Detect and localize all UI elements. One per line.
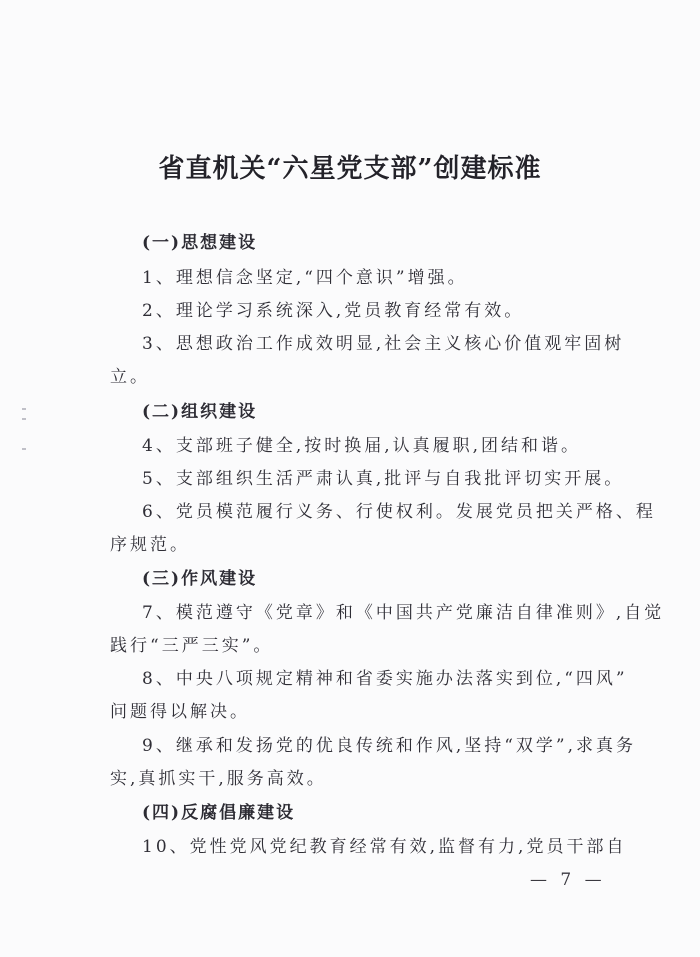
paragraph-line: 践行“三严三实”。 <box>110 636 274 656</box>
section-heading-organization: (二)组织建设 <box>142 402 258 422</box>
paragraph-line: 立。 <box>110 367 150 387</box>
document-title: 省直机关“六星党支部”创建标准 <box>158 154 542 184</box>
paragraph-line: 7、模范遵守《党章》和《中国共产党廉洁自律准则》,自觉 <box>142 603 665 623</box>
page-number: — 7 — <box>530 870 606 890</box>
section-heading-conduct: (三)作风建设 <box>142 569 258 589</box>
scan-mark <box>22 418 26 420</box>
paragraph-line: 5、支部组织生活严肃认真,批评与自我批评切实开展。 <box>142 469 625 489</box>
paragraph-line: 8、中央八项规定精神和省委实施办法落实到位,“四风” <box>142 669 628 689</box>
paragraph-line: 问题得以解决。 <box>110 702 250 722</box>
section-heading-anticorruption: (四)反腐倡廉建设 <box>142 803 296 823</box>
paragraph-line: 实,真抓实干,服务高效。 <box>110 769 327 789</box>
paragraph-line: 3、思想政治工作成效明显,社会主义核心价值观牢固树 <box>142 334 625 354</box>
scan-mark <box>22 408 26 410</box>
scan-mark <box>22 448 26 450</box>
section-heading-ideology: (一)思想建设 <box>142 233 258 253</box>
paragraph-line: 6、党员模范履行义务、行使权利。发展党员把关严格、程 <box>142 502 656 522</box>
paragraph-line: 序规范。 <box>110 535 190 555</box>
paragraph-line: 10、党性党风党纪教育经常有效,监督有力,党员干部自 <box>142 837 627 857</box>
paragraph-line: 9、继承和发扬党的优良传统和作风,坚持“双学”,求真务 <box>142 736 637 756</box>
paragraph-line: 4、支部班子健全,按时换届,认真履职,团结和谐。 <box>142 436 582 456</box>
paragraph-line: 1、理想信念坚定,“四个意识”增强。 <box>142 268 468 288</box>
paragraph-line: 2、理论学习系统深入,党员教育经常有效。 <box>142 301 525 321</box>
